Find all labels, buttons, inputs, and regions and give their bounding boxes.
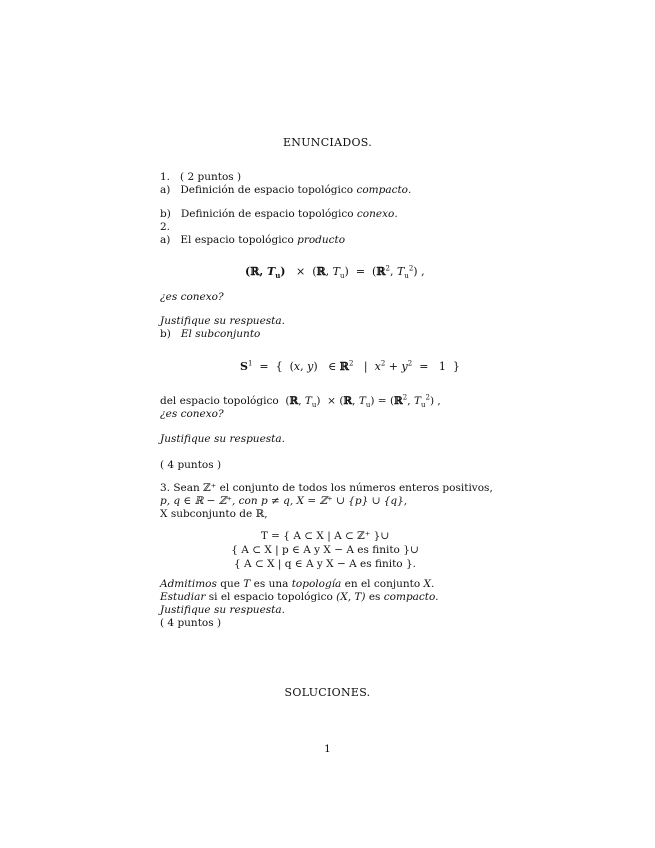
q1-a-text: Definición de espacio topológico: [180, 184, 354, 196]
q3-line-1: 3. Sean ℤ⁺ el conjunto de todos los números enteros positivos,: [160, 482, 493, 494]
q2-justify-1: Justifique su respuesta.: [160, 315, 285, 327]
q1-header: [160, 171, 241, 183]
page-number: 1: [324, 743, 331, 755]
q2-b-label: b): [160, 328, 171, 340]
q3-admit-g: X.: [423, 578, 435, 590]
q3-justify: Justifique su respuesta.: [160, 604, 285, 616]
q2-number: 2.: [160, 221, 171, 233]
q2-part-a: [160, 234, 345, 246]
equation-product-space: (ℝ, $T_u$) × (ℝ, $T_u$) = (ℝ$^2$, $T_u^2$) ,: [245, 264, 425, 281]
q3-admit-d: es una: [253, 578, 289, 590]
equation-unit-circle: $S^1$ = { (x, y) ∈ ℝ$^2$ | $x^2 + y^2 = 1$ }: [240, 359, 460, 373]
q3-admit-a: Admitimos: [160, 578, 217, 590]
q3-line-3: X subconjunto de ℝ,: [160, 508, 268, 520]
q2-part-b: [160, 328, 260, 340]
q1-part-b: b) Definición de espacio topológico conexo.: [160, 208, 398, 220]
q3-admit-e: topología: [291, 578, 342, 590]
q3-admit-b: que: [220, 578, 240, 590]
q2-a-emph: producto: [297, 234, 346, 246]
q2-justify-2: Justifique su respuesta.: [160, 433, 285, 445]
topology-line-3: { A ⊂ X | q ∈ A y X − A es finito }.: [234, 558, 416, 570]
q2-b-emph: El subconjunto: [180, 328, 261, 340]
q2-a-label: a): [160, 234, 171, 246]
q2-of-space-text: del espacio topológico: [160, 395, 279, 407]
topology-definition: [200, 529, 450, 571]
q1-points: ( 2 puntos ): [180, 171, 242, 183]
q3-study-c: (X, T): [336, 591, 366, 603]
q3-points: ( 4 puntos ): [160, 617, 222, 629]
q1-b-text: Definición de espacio topológico: [180, 208, 354, 220]
q3-admit: [160, 578, 434, 590]
topology-line-2: { A ⊂ X | p ∈ A y X − A es finito }∪: [231, 544, 419, 556]
q1-part-a: a) Definición de espacio topológico compacto.: [160, 184, 412, 196]
heading-soluciones: SOLUCIONES.: [284, 686, 371, 699]
q3-admit-c: T: [243, 578, 251, 590]
q3-study: [160, 591, 439, 603]
q2-points: ( 4 puntos ): [160, 459, 222, 471]
q3-study-d: es: [368, 591, 381, 603]
heading-enunciados: ENUNCIADOS.: [282, 136, 373, 149]
q1-number: 1.: [160, 171, 171, 183]
q3-admit-f: en el conjunto: [344, 578, 421, 590]
q1-a-label: a): [160, 184, 171, 196]
q3-line-2: p, q ∈ ℝ − ℤ⁺, con p ≠ q, X = ℤ⁺ ∪ {p} ∪ {q},: [160, 495, 408, 507]
topology-line-1: T = { A ⊂ X | A ⊂ ℤ⁺ }∪: [260, 530, 390, 542]
q3-study-a: Estudiar: [160, 591, 206, 603]
q2-question-1: ¿es conexo?: [160, 291, 224, 303]
q2-a-text: El espacio topológico: [180, 234, 294, 246]
q1-a-emph: compacto: [356, 184, 408, 196]
q1-b-emph: conexo: [356, 208, 395, 220]
q3-study-e: compacto.: [383, 591, 439, 603]
q1-b-label: b): [160, 208, 171, 220]
q2-question-2: ¿es conexo?: [160, 408, 224, 420]
q3-study-b: si el espacio topológico: [208, 591, 333, 603]
q2-of-space: del espacio topológico (ℝ, $T_u$) × (ℝ, $T_u$) = (ℝ$^2$, $T_u^2$) ,: [160, 393, 441, 410]
